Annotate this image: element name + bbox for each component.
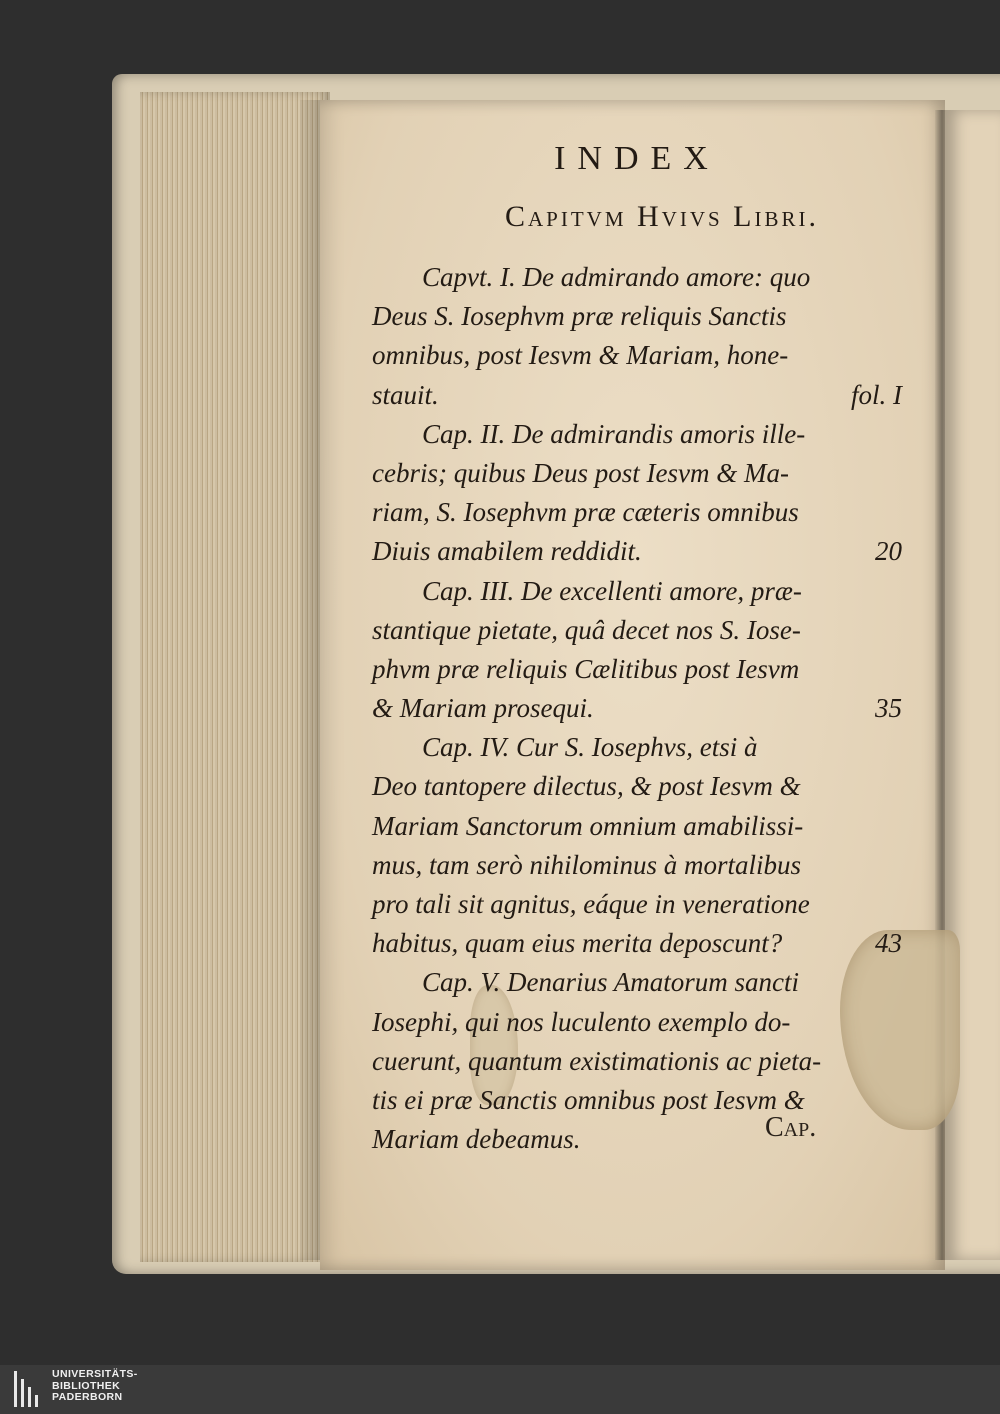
library-name <box>52 1369 138 1404</box>
index-line-text: riam, S. Iosephvm præ cæteris omnibus <box>372 497 799 528</box>
index-title: INDEX <box>554 140 720 177</box>
index-entries <box>372 258 902 1159</box>
library-footer <box>0 1365 1000 1414</box>
index-line-text: Cap. II. De admirandis amoris ille- <box>422 418 806 449</box>
index-line <box>372 572 902 611</box>
index-line <box>372 885 902 924</box>
index-line-text: Capvt. I. De admirando amore: quo <box>422 262 811 292</box>
index-line <box>372 846 902 885</box>
library-name-line: UNIVERSITÄTS- <box>52 1368 138 1380</box>
index-line <box>372 963 902 1002</box>
index-line-text: Cap. III. De excellenti amore, præ- <box>422 575 802 606</box>
index-line-text: & Mariam prosequi. <box>372 693 594 724</box>
index-line <box>372 336 902 375</box>
index-line <box>372 415 902 454</box>
page-reference: 43 <box>875 928 902 959</box>
index-subtitle: Capitvm Hvivs Libri. <box>504 200 819 233</box>
index-line <box>372 807 902 846</box>
index-line <box>372 532 902 571</box>
index-line-text: stantique pietate, quâ decet nos S. Iose- <box>372 614 801 645</box>
index-line-text: cebris; quibus Deus post Iesvm & Ma- <box>372 457 789 488</box>
library-logo-icon <box>14 1371 44 1407</box>
index-line <box>372 493 902 532</box>
page-reference: 20 <box>875 536 902 567</box>
index-line <box>372 1003 902 1042</box>
index-line-text: Cap. V. Denarius Amatorum sancti <box>422 967 800 998</box>
index-line-text: cuerunt, quantum existimationis ac pieta- <box>372 1045 822 1076</box>
index-line <box>372 297 902 336</box>
index-line <box>372 924 902 963</box>
index-line-text: Diuis amabilem reddidit. <box>372 536 642 567</box>
index-line-text: Iosephi, qui nos luculento exemplo do- <box>372 1006 791 1037</box>
page-reference: fol. I <box>851 379 902 410</box>
index-line <box>372 1081 902 1120</box>
facing-page-text-fragments <box>958 200 998 1000</box>
index-line-text: Mariam debeamus. <box>372 1124 581 1155</box>
index-line-text: Mariam Sanctorum omnium amabilissi- <box>372 810 804 841</box>
index-line <box>372 611 902 650</box>
index-line-text: stauit. <box>372 379 439 410</box>
index-line-text: tis ei præ Sanctis omnibus post Iesvm & <box>372 1084 805 1115</box>
index-line <box>372 454 902 493</box>
index-line-text: omnibus, post Iesvm & Mariam, hone- <box>372 340 789 371</box>
index-line <box>372 1042 902 1081</box>
index-line-text: Deus S. Iosephvm præ reliquis Sanctis <box>372 301 787 332</box>
index-line-text: mus, tam serò nihilominus à mortalibus <box>372 849 802 880</box>
index-line-text: habitus, quam eius merita deposcunt? <box>372 928 783 959</box>
index-line-text: pro tali sit agnitus, eáque in veneratione <box>372 889 810 919</box>
index-line <box>372 376 902 415</box>
index-line <box>372 1120 902 1159</box>
index-line <box>372 767 902 806</box>
index-line-text: Cap. IV. Cur S. Iosephvs, etsi à <box>422 732 758 763</box>
library-name-line: PADERBORN <box>52 1391 123 1403</box>
index-line <box>372 689 902 728</box>
page-reference: 35 <box>875 693 902 724</box>
index-line-text: phvm præ reliquis Cælitibus post Iesvm <box>372 653 800 684</box>
index-line-text: Deo tantopere dilectus, & post Iesvm & <box>372 771 801 802</box>
index-line <box>372 258 902 297</box>
index-line <box>372 650 902 689</box>
catchword: Cap. <box>765 1112 817 1143</box>
library-name-line: BIBLIOTHEK <box>52 1379 121 1392</box>
index-line <box>372 728 902 767</box>
